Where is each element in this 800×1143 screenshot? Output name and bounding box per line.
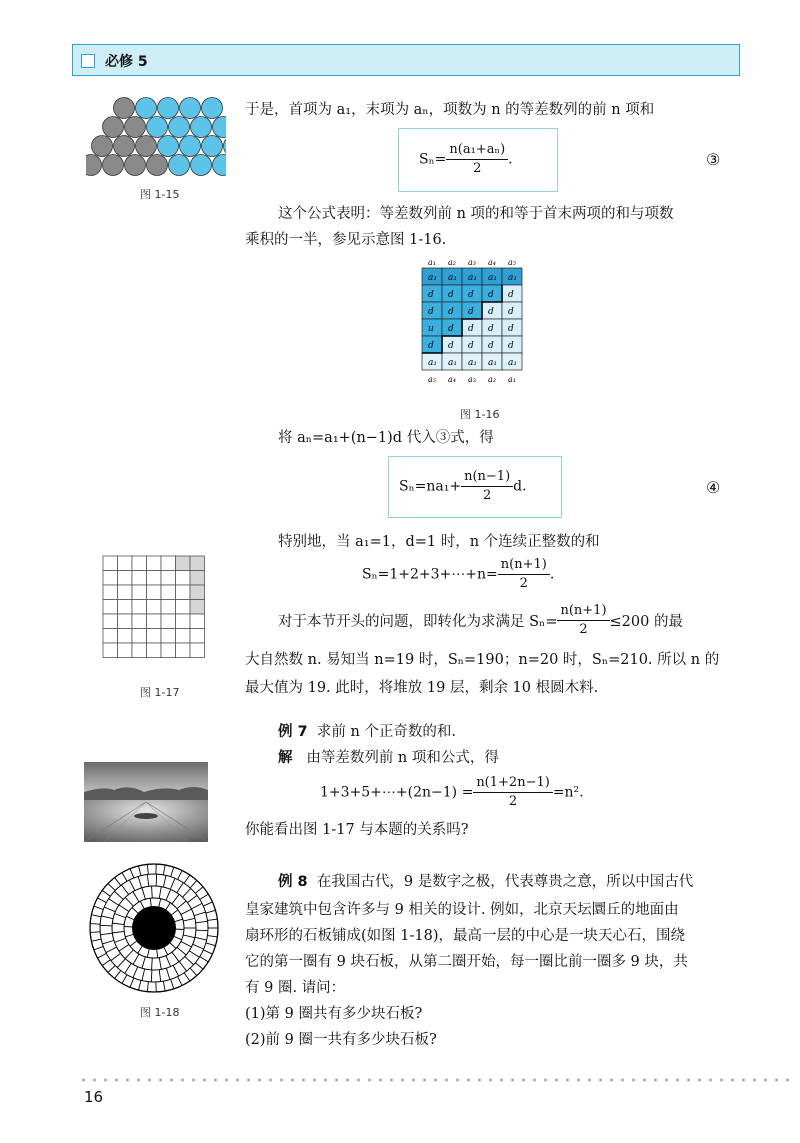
formula-4-fraction — [461, 468, 513, 505]
square-icon — [81, 54, 95, 68]
formula-3-label: ③ — [706, 150, 721, 169]
formula-3-fraction — [446, 141, 508, 178]
fig117-cell — [103, 585, 118, 600]
fig116-cell-label: d — [448, 290, 454, 300]
fig118-ring-divider — [151, 970, 152, 982]
fig117-cell — [118, 556, 133, 571]
fig118-ring-divider — [156, 874, 157, 886]
fig116-cell-label: a₁ — [468, 273, 477, 283]
fig117-cell — [103, 614, 118, 629]
formula-5 — [362, 556, 554, 593]
pile-circle — [213, 155, 227, 176]
example-7-label: 例 7 — [278, 724, 308, 740]
fig117-cell — [118, 600, 133, 615]
example-8-line-4: 它的第一圈有 9 块石板，从第二圈开始，每一圈比前一圈多 9 块，共 — [245, 954, 688, 970]
pile-circle — [180, 98, 201, 119]
formula-4-box — [388, 456, 562, 518]
paragraph-3: 将 aₙ=a₁+(n−1)d 代入③式，得 — [278, 430, 494, 446]
figure-1-15-caption: 图 1-15 — [140, 188, 180, 201]
pile-circle — [224, 136, 227, 157]
formula-4-tail: d. — [513, 478, 527, 495]
paragraph-2-line-1: 这个公式表明：等差数列前 n 项的和等于首末两项的和与项数 — [278, 206, 674, 222]
fig118-ring-divider — [196, 930, 208, 931]
footer-divider — [78, 1078, 794, 1082]
fig116-cell-label: d — [468, 290, 474, 300]
pile-circle — [158, 136, 179, 157]
fig116-top-label: a₃ — [468, 258, 476, 267]
pile-circle — [191, 155, 212, 176]
fig117-cell — [176, 571, 191, 586]
pile-circle — [103, 155, 124, 176]
fig117-cell — [147, 571, 162, 586]
pile-circle — [125, 117, 146, 138]
fig117-cell — [190, 585, 205, 600]
formula-6-left: 1+3+5+⋯+(2n−1) = — [320, 784, 474, 801]
pile-circle — [114, 98, 135, 119]
figure-1-18-caption: 图 1-18 — [140, 1006, 180, 1019]
fig116-cell-label: a₁ — [448, 273, 457, 283]
fig117-cell — [161, 614, 176, 629]
example-8-line-1 — [278, 868, 693, 896]
pile-circle — [103, 117, 124, 138]
pile-circle — [136, 98, 157, 119]
fig116-cell-label: d — [508, 307, 514, 317]
paragraph-5-line-2: 大自然数 n. 易知当 n=19 时，Sₙ=190；n=20 时，Sₙ=210. 所以 n 的 — [245, 652, 720, 668]
fig116-cell-label: a₁ — [448, 358, 457, 368]
fig117-cell — [147, 600, 162, 615]
paragraph-5-fraction — [557, 602, 609, 639]
pile-circle — [202, 98, 223, 119]
fig116-cell-label: d — [488, 324, 494, 334]
fig117-cell — [176, 556, 191, 571]
formula-3-left: Sₙ= — [419, 151, 447, 168]
chapter-title: 必修 5 — [105, 54, 148, 70]
paragraph-1: 于是，首项为 a₁，末项为 aₙ，项数为 n 的等差数列的前 n 项和 — [245, 102, 655, 118]
paragraph-5-numerator: n(n+1) — [557, 602, 609, 621]
formula-6-tail: =n². — [552, 784, 584, 801]
formula-3 — [419, 141, 513, 178]
fig116-cell-label: d — [508, 324, 514, 334]
formula-5-tail: . — [549, 566, 555, 583]
paragraph-5-line-1 — [278, 602, 683, 639]
paragraph-5-line-3: 最大值为 19. 此时，将堆放 19 层，剩余 10 根圆木料. — [245, 680, 599, 696]
fig117-cell — [132, 556, 147, 571]
paragraph-5-denominator: 2 — [579, 622, 588, 637]
example-7 — [278, 718, 456, 746]
formula-3-denominator: 2 — [473, 161, 482, 176]
figure-1-15 — [86, 96, 226, 178]
fig117-cell — [103, 571, 118, 586]
fig116-cell-label: d — [448, 307, 454, 317]
fig116-bottom-label: a₄ — [448, 375, 456, 384]
formula-5-left: Sₙ=1+2+3+⋯+n= — [362, 566, 498, 583]
fig116-cell-label: a₁ — [428, 358, 437, 368]
fig117-cell — [118, 571, 133, 586]
example-8-label: 例 8 — [278, 874, 308, 890]
fig117-cell — [118, 629, 133, 644]
example-7-text: 求前 n 个正奇数的和. — [316, 724, 457, 740]
fig116-cell-label: u — [428, 324, 434, 334]
paragraph-6: 你能看出图 1-17 与本题的关系吗? — [245, 822, 469, 838]
fig116-cell-label: a₁ — [508, 358, 517, 368]
pile-circle — [114, 136, 135, 157]
pile-circle — [180, 136, 201, 157]
figure-1-17 — [102, 555, 206, 667]
fig117-cell — [118, 585, 133, 600]
fig116-cell-label: d — [468, 307, 474, 317]
fig116-cell-label: d — [448, 324, 454, 334]
fig116-cell-label: a₁ — [508, 273, 517, 283]
chapter-header — [72, 44, 740, 76]
formula-5-denominator: 2 — [519, 576, 528, 591]
fig117-cell — [161, 556, 176, 571]
fig116-top-label: a₂ — [448, 258, 456, 267]
fig116-bottom-label: a₁ — [508, 375, 516, 384]
fig116-bottom-label: a₂ — [488, 375, 496, 384]
pile-circle — [191, 117, 212, 138]
solution-7 — [278, 744, 499, 772]
formula-3-box — [398, 128, 558, 192]
figure-1-16 — [418, 256, 542, 390]
fig117-cell — [190, 643, 205, 658]
paragraph-2-line-2: 乘积的一半，参见示意图 1-16. — [245, 232, 447, 248]
paragraph-5-text-b: ≤200 的最 — [609, 614, 683, 630]
fig117-cell — [118, 643, 133, 658]
formula-5-numerator: n(n+1) — [498, 556, 550, 575]
altar-photo — [84, 762, 208, 842]
fig116-bottom-label: a₅ — [428, 375, 436, 384]
solution-label: 解 — [278, 750, 293, 766]
pile-circle — [169, 117, 190, 138]
pile-circle — [213, 117, 227, 138]
example-8-line-2: 皇家建筑中包含许多与 9 相关的设计. 例如，北京天坛圜丘的地面由 — [245, 902, 679, 918]
question-2: (2)前 9 圈一共有多少块石板? — [245, 1032, 437, 1048]
fig117-cell — [132, 614, 147, 629]
fig117-cell — [176, 600, 191, 615]
pile-circle — [86, 155, 102, 176]
formula-5-fraction — [498, 556, 550, 593]
fig117-cell — [161, 585, 176, 600]
fig117-cell — [147, 629, 162, 644]
fig116-cell-label: d — [428, 341, 434, 351]
fig117-cell — [161, 571, 176, 586]
solution-text: 由等差数列前 n 项和公式，得 — [306, 750, 499, 766]
fig117-cell — [103, 629, 118, 644]
formula-4-left: Sₙ=na₁+ — [399, 478, 462, 495]
formula-4 — [399, 468, 527, 505]
pile-circle — [169, 155, 190, 176]
fig117-cell — [161, 629, 176, 644]
fig117-cell — [190, 600, 205, 615]
pile-circle — [158, 98, 179, 119]
example-8-line-5: 有 9 圈. 请问： — [245, 980, 346, 996]
fig116-bottom-label: a₃ — [468, 375, 476, 384]
fig117-cell — [176, 614, 191, 629]
fig117-cell — [118, 614, 133, 629]
formula-4-denominator: 2 — [482, 488, 492, 503]
fig117-cell — [176, 585, 191, 600]
fig117-cell — [147, 614, 162, 629]
fig117-cell — [176, 629, 191, 644]
pile-circle — [125, 155, 146, 176]
fig116-cell-label: d — [428, 290, 434, 300]
fig117-cell — [103, 643, 118, 658]
fig117-cell — [147, 556, 162, 571]
pile-circle — [136, 136, 157, 157]
fig117-cell — [190, 629, 205, 644]
fig116-cell-label: d — [428, 307, 434, 317]
example-8-text-1: 在我国古代，9 是数字之极，代表尊贵之意，所以中国古代 — [316, 874, 694, 890]
fig117-cell — [147, 643, 162, 658]
fig116-cell-label: a₁ — [488, 273, 497, 283]
fig117-cell — [176, 643, 191, 658]
fig117-cell — [132, 629, 147, 644]
formula-3-tail: . — [508, 151, 513, 168]
pile-circle — [92, 136, 113, 157]
fig117-cell — [161, 600, 176, 615]
question-1: (1)第 9 圈共有多少块石板? — [245, 1006, 423, 1022]
pile-circle — [202, 136, 223, 157]
fig116-cell-label: d — [508, 341, 514, 351]
fig116-cell-label: d — [488, 341, 494, 351]
fig116-cell-label: d — [468, 324, 474, 334]
formula-6-denominator: 2 — [508, 794, 518, 809]
fig117-cell — [132, 571, 147, 586]
fig116-top-label: a₅ — [508, 258, 516, 267]
fig117-cell — [132, 585, 147, 600]
formula-4-numerator: n(n−1) — [461, 468, 513, 487]
fig117-cell — [103, 556, 118, 571]
formula-3-numerator: n(a₁+aₙ) — [446, 141, 508, 160]
formula-6-fraction — [473, 774, 553, 811]
fig116-top-label: a₁ — [428, 258, 436, 267]
figure-1-18 — [88, 862, 220, 994]
fig116-cell-label: d — [448, 341, 454, 351]
formula-4-label: ④ — [706, 478, 721, 497]
formula-6-numerator: n(1+2n−1) — [473, 774, 553, 793]
paragraph-5-text-a: 对于本节开头的问题，即转化为求满足 Sₙ= — [278, 614, 558, 630]
formula-6 — [320, 774, 584, 811]
fig118-ring-divider — [100, 925, 112, 926]
fig116-cell-label: d — [468, 341, 474, 351]
page-number: 16 — [84, 1088, 104, 1106]
pile-circle — [147, 117, 168, 138]
fig117-cell — [132, 643, 147, 658]
fig116-cell-label: a₁ — [428, 273, 437, 283]
fig117-cell — [190, 614, 205, 629]
fig117-cell — [132, 600, 147, 615]
paragraph-4: 特别地，当 a₁=1，d=1 时，n 个连续正整数的和 — [278, 534, 600, 550]
figure-1-17-caption: 图 1-17 — [140, 686, 180, 699]
figure-1-16-caption: 图 1-16 — [460, 408, 500, 421]
fig117-cell — [103, 600, 118, 615]
fig116-cell-label: d — [488, 290, 494, 300]
fig116-cell-label: a₁ — [488, 358, 497, 368]
fig117-cell — [190, 571, 205, 586]
fig116-cell-label: d — [488, 307, 494, 317]
example-8-line-3: 扇环形的石板铺成(如图 1-18)，最高一层的中心是一块天心石，围绕 — [245, 928, 685, 944]
fig117-cell — [147, 585, 162, 600]
fig118-center-stone — [132, 906, 176, 950]
fig117-cell — [190, 556, 205, 571]
fig116-cell-label: a₁ — [468, 358, 477, 368]
fig117-cell — [161, 643, 176, 658]
pile-circle — [147, 155, 168, 176]
fig116-top-label: a₄ — [488, 258, 496, 267]
fig116-cell-label: d — [508, 290, 514, 300]
